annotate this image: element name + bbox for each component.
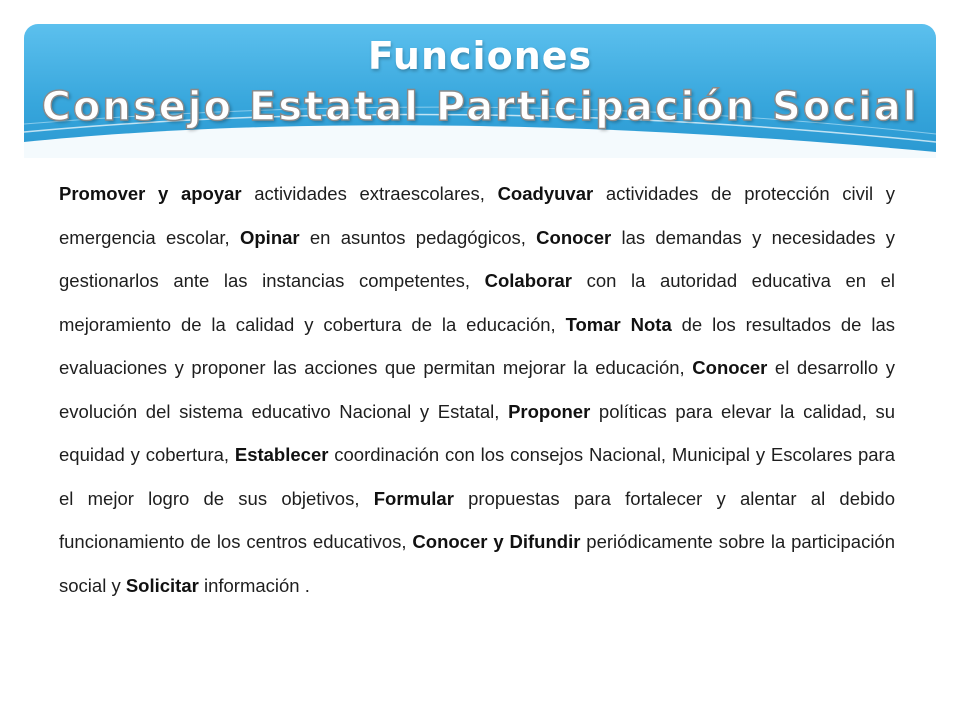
- paragraph-text: de los resultados de las evaluaciones y proponer las acciones que permitan mejorar la educación,: [59, 313, 895, 378]
- keyword: Formular: [373, 487, 454, 509]
- keyword: Coadyuvar: [497, 183, 594, 204]
- keyword: Conocer y Difundir: [412, 531, 581, 552]
- paragraph-text: propuestas para fortalecer y alentar al debido funcionamiento de los centros educativos,: [59, 487, 895, 552]
- paragraph-text: actividades de protección civil y emergencia escolar,: [59, 183, 895, 248]
- keyword: Establecer: [234, 444, 329, 465]
- paragraph-text: las demandas y necesidades y gestionarlos ante las instancias competentes,: [59, 226, 896, 291]
- slide-subtitle: Consejo Estatal Participación Social: [41, 84, 919, 130]
- keyword: Opinar: [239, 226, 300, 248]
- paragraph-text: el desarrollo y evolución del sistema educativo Nacional y Estatal,: [59, 357, 895, 422]
- keyword: Conocer: [536, 226, 612, 248]
- paragraph-text: información .: [198, 574, 310, 596]
- keyword: Conocer: [692, 357, 768, 378]
- keyword: Colaborar: [484, 270, 573, 291]
- paragraph-text: actividades extraescolares,: [241, 183, 498, 204]
- keyword: Tomar Nota: [565, 313, 672, 335]
- keyword: Solicitar: [125, 574, 199, 596]
- paragraph-text: periódicamente sobre la participación social y: [59, 531, 896, 596]
- slide-title: Funciones: [367, 34, 593, 78]
- paragraph-text: coordinación con los consejos Nacional, Municipal y Escolares para el mejor logro de sus objetivos,: [59, 444, 895, 509]
- keyword: Proponer: [508, 400, 591, 422]
- paragraph-text: políticas para elevar la calidad, su equidad y cobertura,: [59, 400, 895, 465]
- keyword: Promover y apoyar: [59, 183, 242, 204]
- functions-paragraph: [59, 172, 895, 607]
- paragraph-text: en asuntos pedagógicos,: [299, 226, 537, 248]
- paragraph-text: con la autoridad educativa en el mejoramiento de la calidad y cobertura de la educación,: [59, 270, 896, 335]
